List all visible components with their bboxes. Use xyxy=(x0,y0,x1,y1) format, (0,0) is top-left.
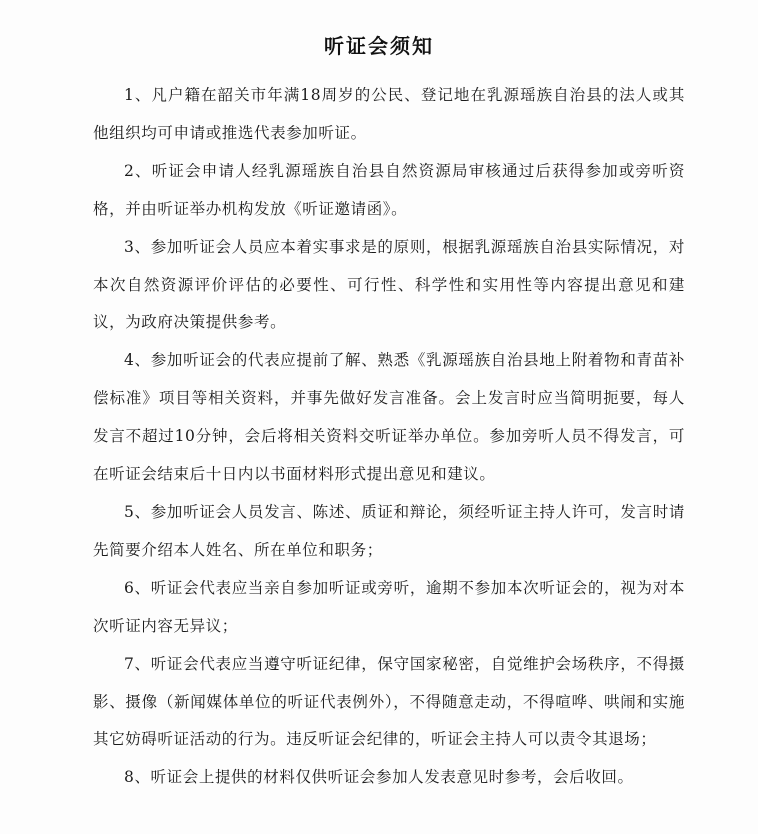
paragraph-6: 6、听证会代表应当亲自参加听证或旁听，逾期不参加本次听证会的，视为对本次听证内容无异议； xyxy=(93,578,685,635)
paragraph-1: 1、凡户籍在韶关市年满18周岁的公民、登记地在乳源瑶族自治县的法人或其他组织均可申请或推选代表参加听证。 xyxy=(93,86,685,142)
paragraph-7: 7、听证会代表应当遵守听证纪律，保守国家秘密，自觉维护会场秩序，不得摄影、摄像（新闻媒体单位的听证代表例外），不得随意走动，不得喧哗、哄闹和实施其它妨碍听证活动的行为。违反听证会纪律的，听证会主持人可以责令其退场； xyxy=(93,654,685,749)
document-title: 听证会须知 xyxy=(324,34,434,58)
paragraph-5: 5、参加听证会人员发言、陈述、质证和辩论，须经听证主持人许可，发言时请先简要介绍本人姓名、所在单位和职务； xyxy=(93,502,685,559)
paragraph-3: 3、参加听证会人员应本着实事求是的原则，根据乳源瑶族自治县实际情况，对本次自然资源评价评估的必要性、可行性、科学性和实用性等内容提出意见和建议，为政府决策提供参考。 xyxy=(93,237,685,332)
document-body xyxy=(93,77,685,797)
paragraph-4: 4、参加听证会的代表应提前了解、熟悉《乳源瑶族自治县地上附着物和青苗补偿标准》项目等相关资料，并事先做好发言准备。会上发言时应当简明扼要，每人发言不超过10分钟，会后将相关资料交听证举办单位。参加旁听人员不得发言，可在听证会结束后十日内以书面材料形式提出意见和建议。 xyxy=(93,351,685,484)
paragraph-2: 2、听证会申请人经乳源瑶族自治县自然资源局审核通过后获得参加或旁听资格，并由听证举办机构发放《听证邀请函》。 xyxy=(93,161,685,218)
paragraph-8: 8、听证会上提供的材料仅供听证会参加人发表意见时参考，会后收回。 xyxy=(124,768,634,787)
